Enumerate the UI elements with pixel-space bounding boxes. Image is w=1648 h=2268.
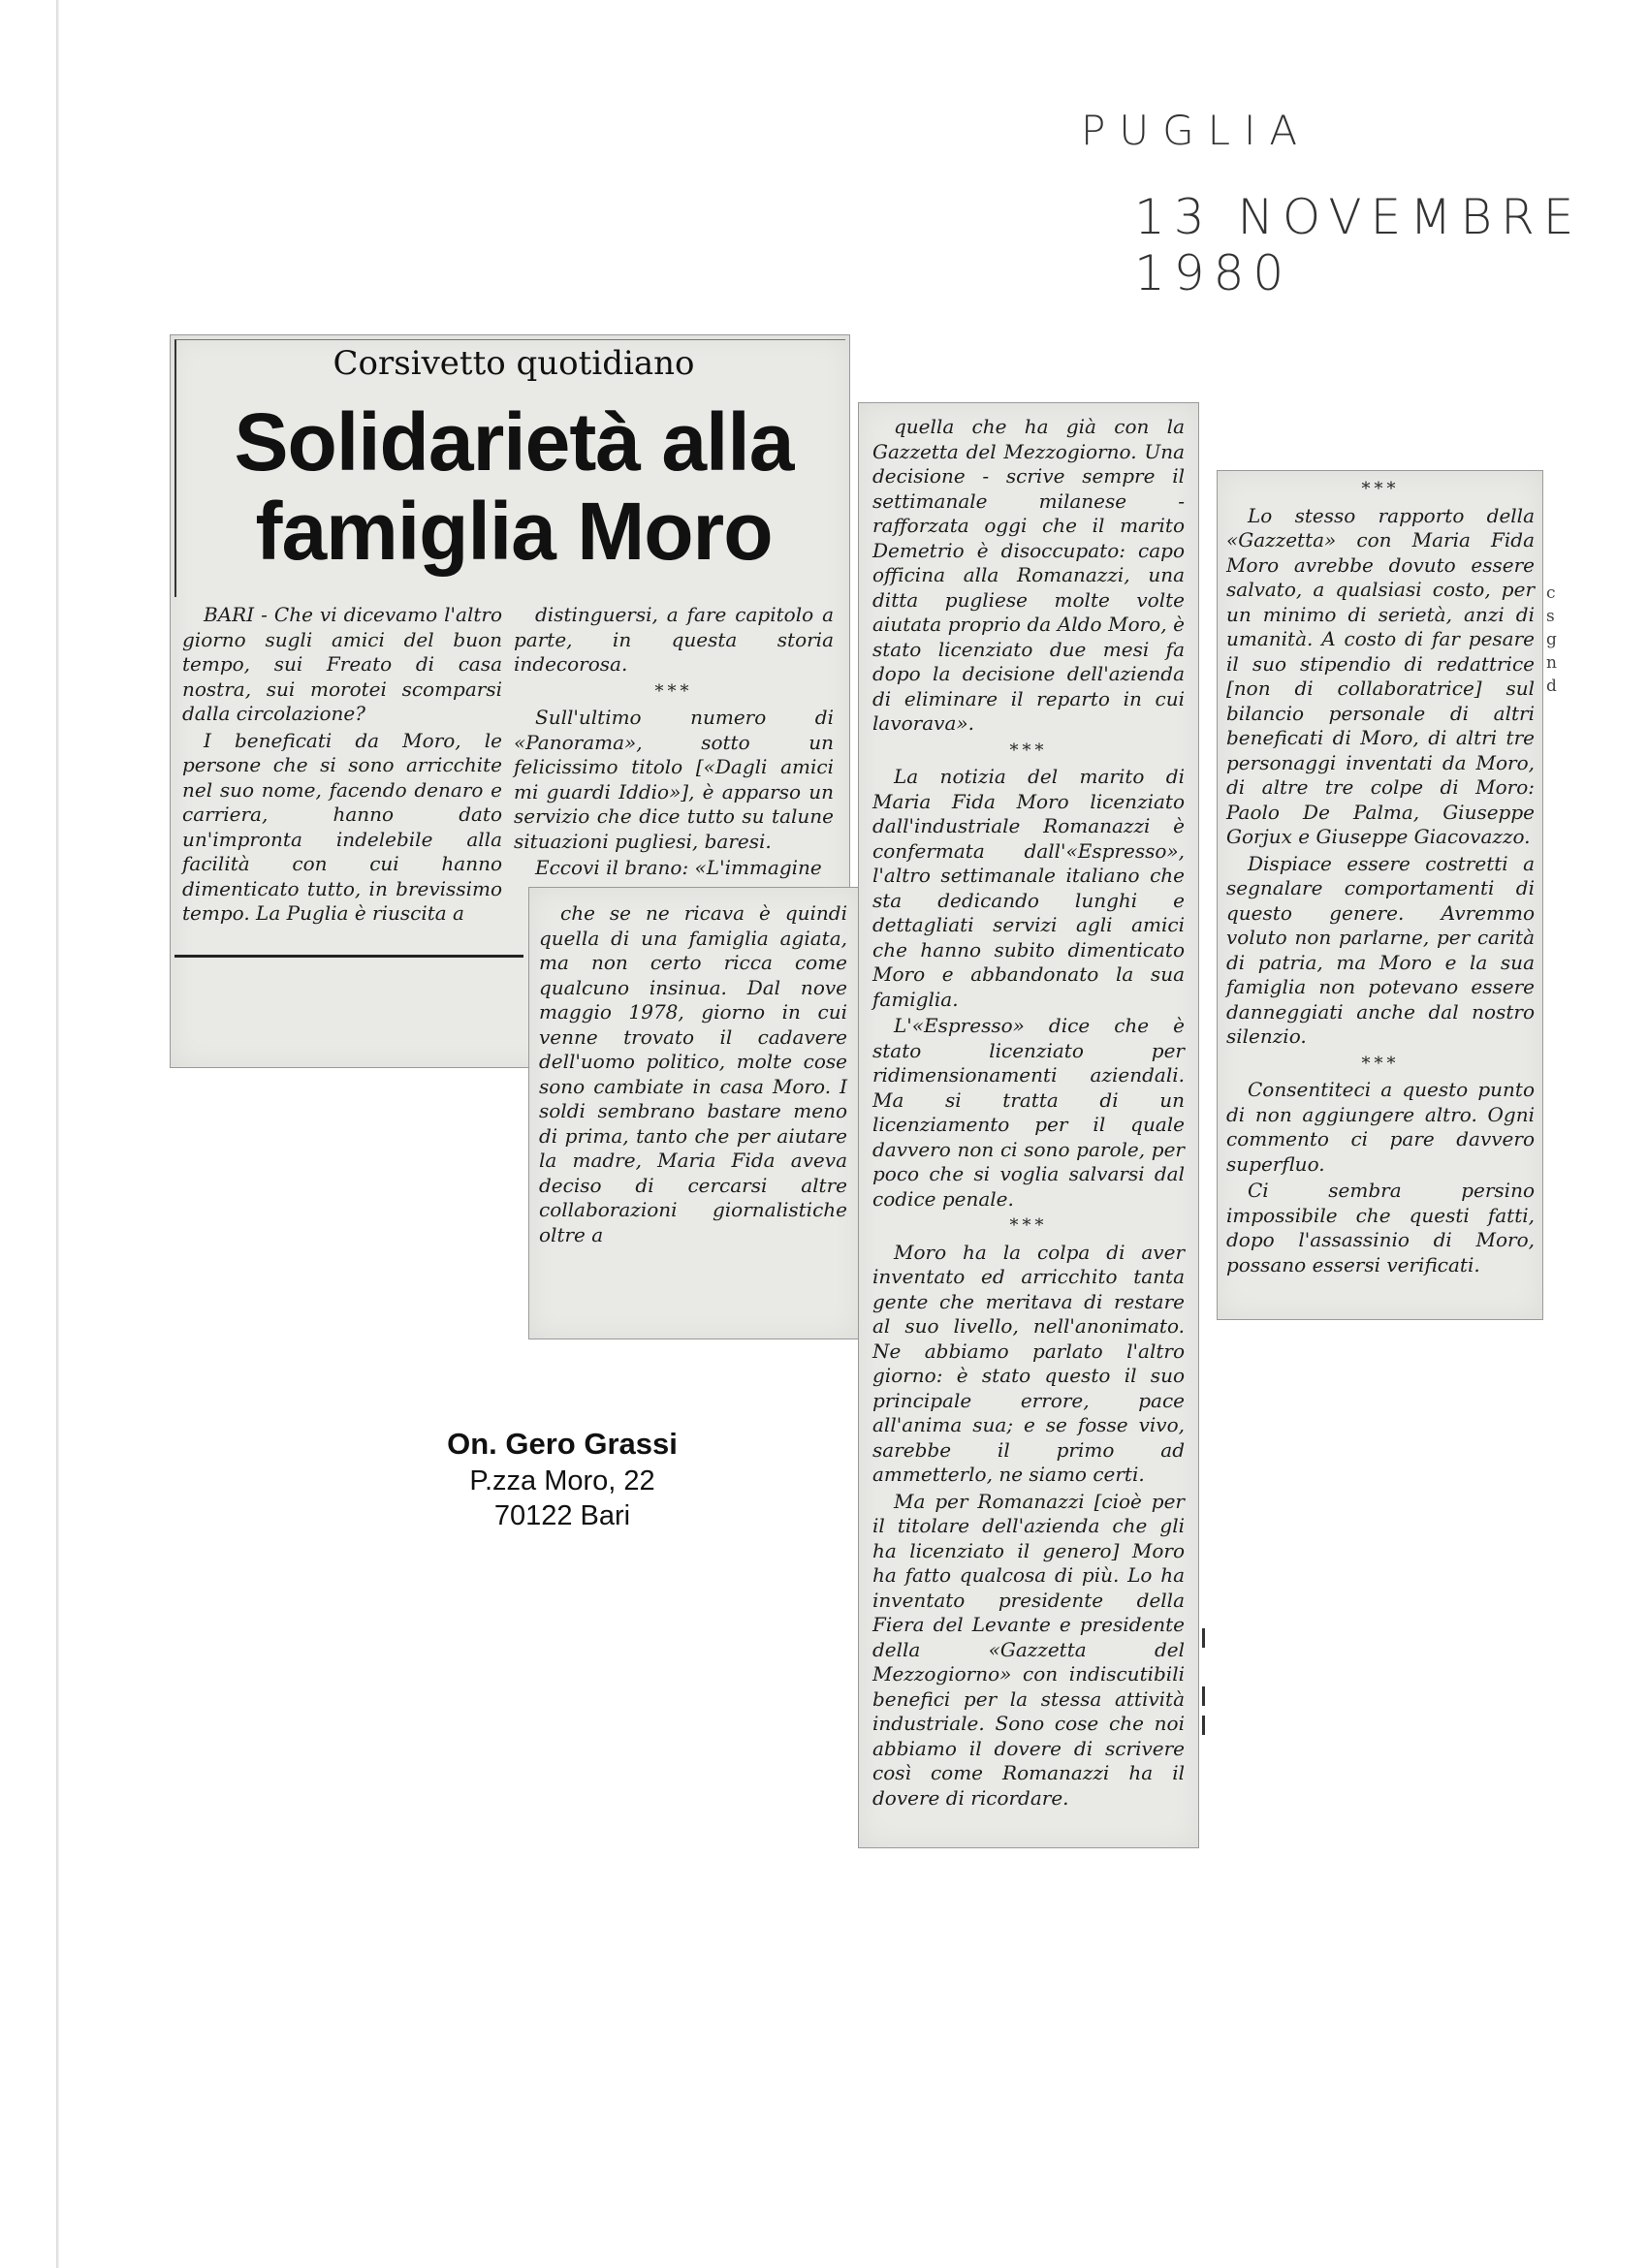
column-paragraph: Eccovi il brano: «L'immagine [535,856,822,879]
page-edge [56,0,59,2268]
stamp-street: P.zza Moro, 22 [469,1465,655,1496]
column-paragraph: Consentiteci a questo punto di non aggiungere altro. Ogni commento ci pare davvero superfluo. [1226,1078,1535,1176]
column-paragraph: Ci sembra persino impossibile che questi fatti, dopo l'assassinio di Moro, possano essersi verificati. [1226,1179,1535,1276]
article-column-5 [1226,475,1535,1279]
column-paragraph: Ma per Romanazzi [cioè per il titolare dell'azienda che gli ha licenziato il genero] Moro ha fatto qualcosa di più. Lo ha inventato presidente della Fiera del Levante e presidente della «Gazzetta del Mezzogiorno» con indiscutibili benefici per la stessa attività industriale. Sono cose che noi abbiamo il dovere di scrivere così come Romanazzi ha il dovere di ricordare. [872,1489,1185,1810]
article-column-1 [182,603,502,929]
section-separator: *** [1009,1215,1048,1236]
headline-line-1: Solidarietà alla [234,396,794,488]
column-paragraph: Moro ha la colpa di aver inventato ed arricchito tanta gente che meritava di restare al suo livello, nell'anonimato. Ne abbiamo parlato l'altro giorno: è stato questo il suo principale errore, pace all'anima sua; e se fosse vivo, sarebbe il primo ad ammetterlo, ne siamo certi. [872,1240,1185,1486]
edge-fragment [1546,582,1562,698]
edge-mark [1202,1686,1205,1706]
edge-letter: n [1546,653,1557,673]
article-headline [174,397,853,576]
handwritten-region: PUGLIA [1081,107,1312,154]
address-stamp [407,1425,717,1533]
section-separator: *** [654,680,693,702]
stamp-name: On. Gero Grassi [447,1427,678,1461]
article-column-4 [872,415,1185,1812]
section-separator: *** [1361,1053,1400,1074]
article-column-3 [539,901,847,1249]
column-paragraph: Sull'ultimo numero di «Panorama», sotto un felicissimo titolo [«Dagli amici mi guardi Iddio»], è apparso un servizio che dice tutto su talune situazioni pugliesi, baresi. [514,706,834,853]
article-column-2 [514,603,834,883]
column-rule [174,955,523,958]
headline-line-2: famiglia Moro [255,486,773,577]
column-paragraph: BARI - Che vi dicevamo l'altro giorno sugli amici del buon tempo, sui Freato di casa nostra, sui morotei scomparsi dalla circolazione? [182,603,502,725]
edge-mark [1202,1716,1205,1735]
column-paragraph: La notizia del marito di Maria Fida Moro licenziato dall'industriale Romanazzi è confermata dall'«Espresso», l'altro settimanale italiano che sta dedicando lunghi e dettagliati servizi agli amici che hanno subito dimenticato Moro e abbandonato la sua famiglia. [872,765,1185,1011]
stamp-city: 70122 Bari [493,1500,631,1531]
column-paragraph: che se ne ricava è quindi quella di una famiglia agiata, ma non certo ricca come qualcuno insinua. Dal nove maggio 1978, giorno in cui venne trovato il cadavere dell'uomo politico, molte cose sono cambiate in casa Moro. I soldi sembrano bastare meno di prima, tanto che per aiutare la madre, Maria Fida aveva deciso di cercarsi altre collaborazioni giornalistiche oltre a [539,901,847,1246]
section-separator: *** [1009,740,1048,761]
handwritten-date: 13 NOVEMBRE 1980 [1134,189,1583,301]
article-kicker: Corsivetto quotidiano [333,344,695,383]
edge-mark [1202,1628,1205,1648]
edge-letter: g [1546,630,1557,649]
column-paragraph: I beneficati da Moro, le persone che si sono arricchite nel suo nome, facendo denaro e carriera, hanno dato un'impronta indelebile alla facilità con cui hanno dimenticato tutto, in brevissimo tempo. La Puglia è riuscita a [182,728,502,925]
column-paragraph: distinguersi, a fare capitolo a parte, in questa storia indecorosa. [514,603,834,676]
column-paragraph: quella che ha già con la Gazzetta del Mezzogiorno. Una decisione - scrive sempre il settimanale milanese - rafforzata oggi che il marito Demetrio è disoccupato: capo officina alla Romanazzi, una ditta pugliese molte volte aiutata proprio da Aldo Moro, è stato licenziato due mesi fa dopo la decisione dell'azienda di eliminare il reparto in cui lavorava». [872,415,1185,735]
column-paragraph: L'«Espresso» dice che è stato licenziato per ridimensionamenti aziendali. Ma si tratta di un licenziamento per il quale davvero non ci sono parole, per poco che si voglia salvarsi dal codice penale. [872,1014,1185,1211]
column-paragraph: Lo stesso rapporto della «Gazzetta» con Maria Fida Moro avrebbe dovuto essere salvato, a qualsiasi costo, per un minimo di serietà, anzi di umanità. A costo di far pesare il suo stipendio di redattrice [non di collaboratrice] sul bilancio personale di altri beneficati di Moro, di altri tre personaggi inventati da Moro, di altre tre colpe di Moro: Paolo De Palma, Giuseppe Gorjux e Giuseppe Giacovazzo. [1226,503,1535,848]
edge-letter: c [1546,583,1556,603]
column-paragraph: Dispiace essere costretti a segnalare comportamenti di questo genere. Avremmo voluto non parlarne, per carità di patria, ma Moro e la sua famiglia non potevano essere danneggiati anche dal nostro silenzio. [1226,851,1535,1048]
edge-letter: s [1546,607,1555,626]
section-separator: *** [1361,479,1400,499]
edge-letter: d [1546,677,1557,696]
